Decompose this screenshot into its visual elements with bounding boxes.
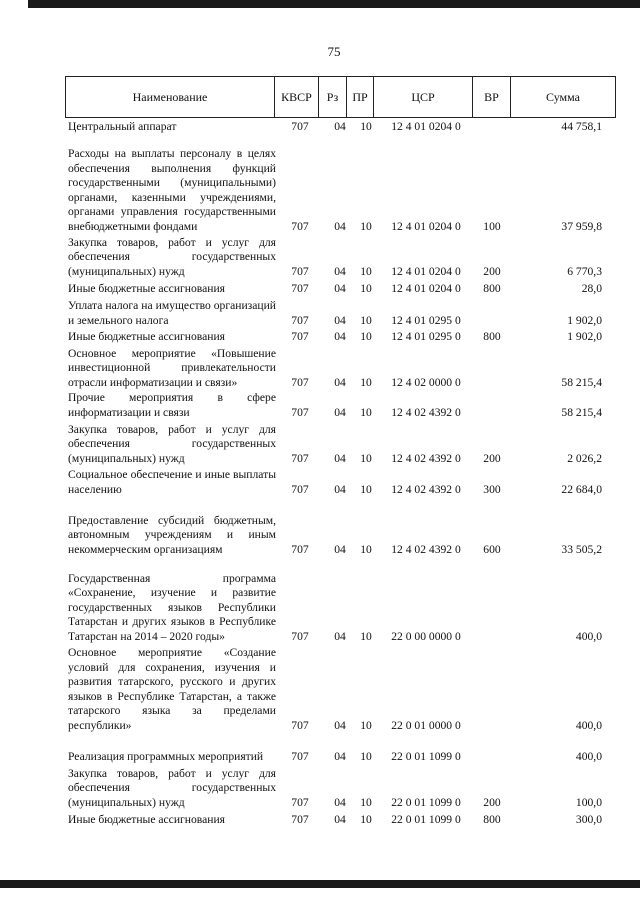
row-sum: 400,0 [575,749,602,763]
row-kvsr: 707 [291,281,309,295]
row-pr: 10 [360,329,372,343]
row-sum: 100,0 [575,795,602,809]
page-number: 75 [327,44,341,59]
row-csr: 22 0 01 1099 0 [391,812,461,826]
row-vr: 800 [483,329,501,343]
row-vr: 200 [483,264,501,278]
row-pr: 10 [360,375,372,389]
row-rz: 04 [334,749,346,763]
row-sum: 58 215,4 [561,375,602,389]
row-pr: 10 [360,718,372,732]
row-pr: 10 [360,405,372,419]
header-rz: Рз [319,77,347,118]
row-csr: 12 4 01 0204 0 [391,119,461,133]
header-name: Наименование [66,77,275,118]
row-rz: 04 [334,718,346,732]
scan-border-top [28,0,640,8]
row-sum: 1 902,0 [567,329,602,343]
row-sum: 44 758,1 [561,119,602,133]
row-vr: 200 [483,451,501,465]
row-pr: 10 [360,281,372,295]
row-vr: 600 [483,542,501,556]
row-pr: 10 [360,219,372,233]
row-sum: 37 959,8 [561,219,602,233]
row-pr: 10 [360,629,372,643]
row-rz: 04 [334,405,346,419]
row-rz: 04 [334,451,346,465]
row-csr: 12 4 01 0204 0 [391,219,461,233]
row-kvsr: 707 [291,219,309,233]
row-pr: 10 [360,482,372,496]
row-vr: 200 [483,795,501,809]
row-csr: 22 0 01 0000 0 [391,718,461,732]
row-csr: 12 4 01 0295 0 [391,313,461,327]
row-rz: 04 [334,219,346,233]
row-csr: 12 4 01 0204 0 [391,281,461,295]
row-kvsr: 707 [291,451,309,465]
row-sum: 400,0 [575,629,602,643]
row-kvsr: 707 [291,119,309,133]
row-kvsr: 707 [291,329,309,343]
row-name: Реализация программных мероприятий [68,749,264,763]
row-name: Основное мероприятие «Создание условий для сохранения, изучения и развития татарского, русского и других языков в Республике Татарстан, а также татарского языка за пределами республики» [68,646,276,732]
row-rz: 04 [334,281,346,295]
row-kvsr: 707 [291,405,309,419]
row-csr: 12 4 01 0204 0 [391,264,461,278]
row-pr: 10 [360,119,372,133]
row-vr: 800 [483,281,501,295]
row-name: Иные бюджетные ассигнования [68,812,225,826]
row-pr: 10 [360,795,372,809]
row-name: Закупка товаров, работ и услуг для обеспечения государственных (муниципальных) нужд [68,766,276,809]
row-csr: 22 0 01 1099 0 [391,795,461,809]
row-sum: 33 505,2 [561,542,602,556]
row-kvsr: 707 [291,264,309,278]
row-kvsr: 707 [291,482,309,496]
row-rz: 04 [334,629,346,643]
row-csr: 12 4 02 0000 0 [391,375,461,389]
row-name: Центральный аппарат [68,119,177,133]
row-rz: 04 [334,329,346,343]
row-sum: 22 684,0 [561,482,602,496]
row-kvsr: 707 [291,749,309,763]
row-name: Основное мероприятие «Повышение инвестиционной привлекательности отрасли информатизации и связи» [68,346,276,389]
row-kvsr: 707 [291,313,309,327]
row-rz: 04 [334,482,346,496]
row-name: Прочие мероприятия в сфере информатизации и связи [68,391,276,419]
row-rz: 04 [334,812,346,826]
row-kvsr: 707 [291,375,309,389]
row-rz: 04 [334,795,346,809]
row-pr: 10 [360,542,372,556]
row-name: Закупка товаров, работ и услуг для обеспечения государственных (муниципальных) нужд [68,422,276,465]
row-sum: 300,0 [575,812,602,826]
row-sum: 28,0 [581,281,602,295]
header-csr: ЦСР [374,77,473,118]
row-rz: 04 [334,313,346,327]
row-name: Закупка товаров, работ и услуг для обеспечения государственных (муниципальных) нужд [68,235,276,278]
row-csr: 12 4 02 4392 0 [391,482,461,496]
row-name: Расходы на выплаты персоналу в целях обеспечения выполнения функций государственными (муниципальными) органами, казенными учреждениями, органами управления государственными внебюджетными фондами [68,147,276,233]
row-kvsr: 707 [291,542,309,556]
row-name: Уплата налога на имущество организаций и земельного налога [68,299,276,327]
row-name: Предоставление субсидий бюджетным, автономным учреждениям и иным некоммерческим организациям [68,513,276,556]
row-rz: 04 [334,375,346,389]
row-vr: 800 [483,812,501,826]
row-kvsr: 707 [291,629,309,643]
row-kvsr: 707 [291,812,309,826]
header-pr: ПР [347,77,374,118]
row-vr: 300 [483,482,501,496]
row-csr: 22 0 01 1099 0 [391,749,461,763]
row-sum: 2 026,2 [567,451,602,465]
scan-border-bottom [0,880,640,888]
row-rz: 04 [334,542,346,556]
row-name: Государственная программа «Сохранение, изучение и развитие государственных языков Республики Татарстан и других языков в Республике Татарстан на 2014 – 2020 годы» [68,571,276,643]
row-kvsr: 707 [291,795,309,809]
row-pr: 10 [360,749,372,763]
header-sum: Сумма [511,77,616,118]
row-csr: 12 4 01 0295 0 [391,329,461,343]
row-name: Социальное обеспечение и иные выплаты населению [68,468,276,496]
row-csr: 12 4 02 4392 0 [391,405,461,419]
row-name: Иные бюджетные ассигнования [68,329,225,343]
header-kvsr: КВСР [275,77,319,118]
header-vr: ВР [473,77,511,118]
row-rz: 04 [334,264,346,278]
row-pr: 10 [360,812,372,826]
row-csr: 22 0 00 0000 0 [391,629,461,643]
row-csr: 12 4 02 4392 0 [391,451,461,465]
row-csr: 12 4 02 4392 0 [391,542,461,556]
row-pr: 10 [360,451,372,465]
row-rz: 04 [334,119,346,133]
row-sum: 400,0 [575,718,602,732]
row-sum: 6 770,3 [567,264,602,278]
row-name: Иные бюджетные ассигнования [68,281,225,295]
row-sum: 1 902,0 [567,313,602,327]
row-sum: 58 215,4 [561,405,602,419]
table-header [65,76,616,118]
row-pr: 10 [360,264,372,278]
row-pr: 10 [360,313,372,327]
row-kvsr: 707 [291,718,309,732]
row-vr: 100 [483,219,501,233]
